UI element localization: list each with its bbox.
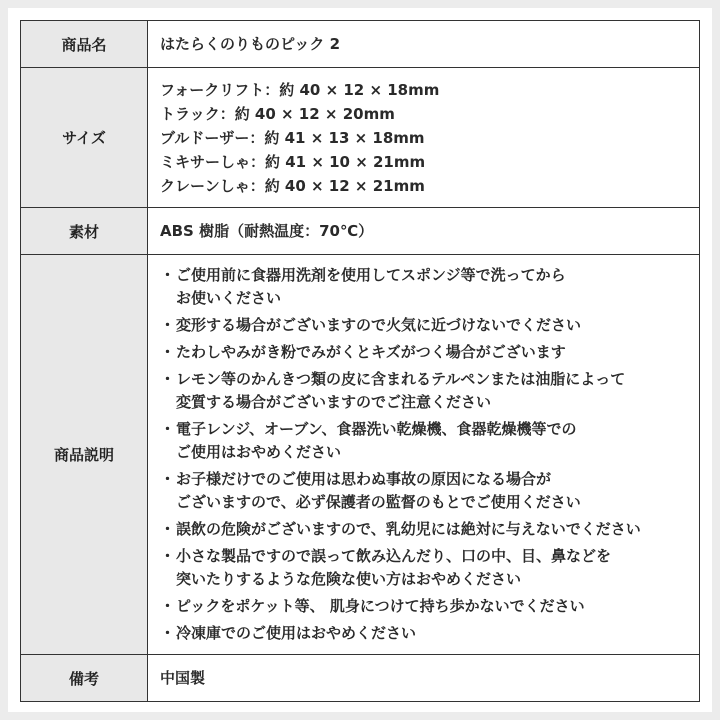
caution-note: ・ 変形する場合がございますので火気に近づけないでください (160, 314, 699, 337)
row-product-name (21, 21, 700, 68)
bullet-mark: ・ (160, 343, 176, 361)
size-line-forklift: フォークリフト：約 40 × 12 × 18mm (160, 80, 440, 99)
label-product-name: 商品名 (21, 21, 148, 68)
label-description: 商品説明 (21, 255, 148, 655)
caution-note: ・ ピックをポケット等、 肌身につけて持ち歩かないでください (160, 595, 699, 618)
value-description (148, 255, 700, 655)
bullet-mark: ・ (160, 370, 176, 388)
value-material: ABS 樹脂（耐熱温度：70℃） (148, 208, 700, 255)
size-line-truck: トラック：約 40 × 12 × 20mm (160, 104, 395, 123)
bullet-mark: ・ (160, 420, 176, 438)
row-size (21, 68, 700, 208)
value-product-name: はたらくのりものピック 2 (148, 21, 700, 68)
label-material: 素材 (21, 208, 148, 255)
row-material (21, 208, 700, 255)
row-description (21, 255, 700, 655)
caution-note: ・ 小さな製品ですので誤って飲み込んだり、口の中、目、鼻などを 突いたりするような危険な使い方はおやめください (160, 545, 699, 591)
bullet-mark: ・ (160, 624, 176, 642)
row-remarks (21, 655, 700, 702)
bullet-mark: ・ (160, 316, 176, 334)
bullet-mark: ・ (160, 520, 176, 538)
caution-note: ・ ご使用前に食器用洗剤を使用してスポンジ等で洗ってから お使いください (160, 264, 699, 310)
bullet-mark: ・ (160, 597, 176, 615)
caution-note: ・ 冷凍庫でのご使用はおやめください (160, 622, 699, 645)
bullet-mark: ・ (160, 266, 176, 284)
size-line-crane: クレーンしゃ：約 40 × 12 × 21mm (160, 176, 425, 195)
caution-note: ・ たわしやみがき粉でみがくとキズがつく場合がございます (160, 341, 699, 364)
label-remarks: 備考 (21, 655, 148, 702)
label-size: サイズ (21, 68, 148, 208)
bullet-mark: ・ (160, 547, 176, 565)
size-line-bulldozer: ブルドーザー：約 41 × 13 × 18mm (160, 128, 425, 147)
caution-note: ・ 誤飲の危険がございますので、乳幼児には絶対に与えないでください (160, 518, 699, 541)
caution-note: ・ お子様だけでのご使用は思わぬ事故の原因になる場合が ございますので、必ず保護者の監督のもとでご使用ください (160, 468, 699, 514)
caution-note: ・ レモン等のかんきつ類の皮に含まれるテルペンまたは油脂によって 変質する場合がございますのでご注意ください (160, 368, 699, 414)
value-remarks: 中国製 (148, 655, 700, 702)
size-line-mixer: ミキサーしゃ：約 41 × 10 × 21mm (160, 152, 426, 171)
caution-note: ・ 電子レンジ、オーブン、食器洗い乾燥機、食器乾燥機等での ご使用はおやめください (160, 418, 699, 464)
product-spec-card (8, 8, 712, 712)
bullet-mark: ・ (160, 470, 176, 488)
value-size (148, 68, 700, 208)
product-spec-table (20, 20, 700, 702)
